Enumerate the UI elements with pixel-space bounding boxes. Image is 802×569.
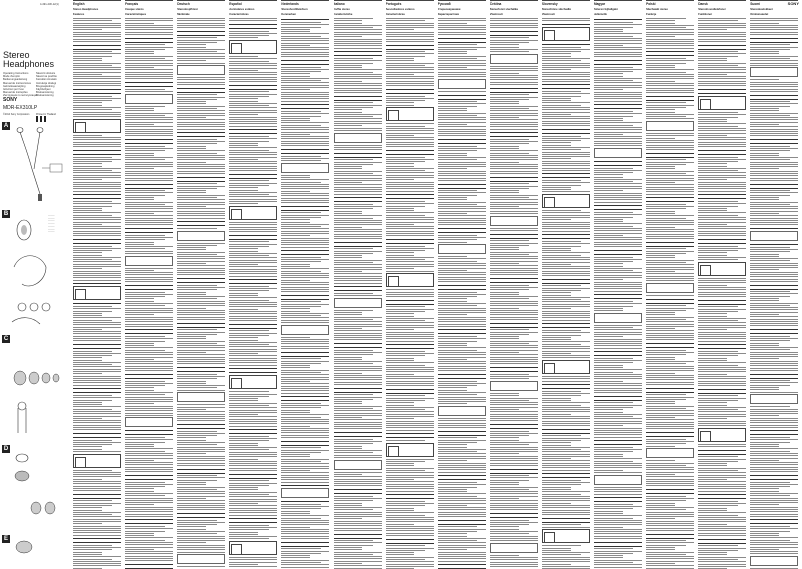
lang-subheading: Kenmerken xyxy=(281,13,297,17)
lang-title: Auscultadores estéreo xyxy=(385,8,415,11)
lang-column-5 xyxy=(334,0,382,569)
lang-column-6 xyxy=(386,0,434,569)
brand-logo-right: SONY xyxy=(787,1,799,6)
lang-heading: Français xyxy=(125,0,173,6)
body-text-lines xyxy=(177,18,225,569)
lang-heading: Suomi xyxy=(750,0,798,6)
body-text-lines xyxy=(125,18,173,569)
lang-title: Стереонаушники xyxy=(437,8,461,11)
cover-column xyxy=(0,0,71,569)
figure-e-cleaning-icon xyxy=(10,537,50,557)
lang-heading: Português xyxy=(386,0,434,6)
lang-column-8 xyxy=(490,0,538,569)
body-text-lines xyxy=(490,18,538,569)
lang-subheading: Характеристики xyxy=(437,13,460,17)
body-text-lines xyxy=(698,18,746,569)
lang-title: Stereohovedtelefoner xyxy=(698,8,726,11)
lang-heading: Español xyxy=(229,0,277,6)
lang-subheading: Características xyxy=(229,13,249,17)
body-text-lines xyxy=(229,18,277,569)
lang-title: Casque stéréo xyxy=(125,8,144,11)
lang-title: Stereofónne slúchadlá xyxy=(541,8,571,11)
lang-column-12 xyxy=(698,0,746,569)
lang-title: Sztereó fejhallgató xyxy=(594,8,618,11)
figure-b-callouts: ——— ——— ——— ——— ——— ——— ——— xyxy=(48,215,55,234)
copyright: ©2014 Sony Corporation xyxy=(3,113,30,116)
lang-subheading: Ominaisuudet xyxy=(750,13,769,17)
lang-column-9 xyxy=(542,0,590,569)
lang-column-1 xyxy=(125,0,173,569)
lang-subheading: Vlastnosti xyxy=(489,13,503,17)
lang-heading: Slovensky xyxy=(542,0,590,6)
lang-subheading: Vlastnosti xyxy=(541,13,555,17)
product-title: Stereo Headphones xyxy=(3,50,55,69)
manual-titles-right: Návod k obsluze Návod na použitie Kezelési útmutató Instrukcja obsługi Brugsvejledning Käyttöohjeet Bruksanvisning Bruksanvisning xyxy=(36,72,57,98)
lang-subheading: Caratteristiche xyxy=(333,13,353,17)
body-text-lines xyxy=(386,18,434,569)
lang-heading: English xyxy=(73,0,121,6)
lang-column-7 xyxy=(438,0,486,569)
lang-subheading: Funktioner xyxy=(698,13,713,17)
lang-subheading: Caractéristiques xyxy=(125,13,147,17)
compliance-marks-icon xyxy=(36,116,48,122)
figure-label-e: E xyxy=(3,536,8,542)
lang-title: Stereohoofdtelefoon xyxy=(281,8,308,11)
manual-titles-left: Operating Instructions Mode d'emploi Bedienungsanleitung Manual de instrucciones Gebruiksaanwijzing Istruzioni per l'uso Manual de instruções Инструкция по эксплуатации xyxy=(3,72,38,98)
lang-title: Auriculares estéreo xyxy=(229,8,255,11)
part-number: 4-491-430-12(1) xyxy=(40,3,59,6)
figure-b-ear-fitting-icon xyxy=(10,212,68,332)
lang-column-2 xyxy=(177,0,225,569)
lang-column-10 xyxy=(594,0,642,569)
lang-subheading: Features xyxy=(73,13,85,17)
model-number: MDR-EX310LP xyxy=(3,105,38,111)
printed-in: Printed in Thailand xyxy=(36,113,56,116)
lang-title: Słuchawki stereo xyxy=(646,8,669,11)
figure-label-b: B xyxy=(3,211,9,217)
lang-title: Stereofonní sluchátka xyxy=(489,8,518,11)
lang-heading: Deutsch xyxy=(177,0,225,6)
lang-column-4 xyxy=(281,0,329,569)
lang-column-13 xyxy=(750,0,798,569)
lang-heading: Dansk xyxy=(698,0,746,6)
lang-title: Stereo Headphones xyxy=(73,8,99,11)
lang-column-0 xyxy=(73,0,121,569)
lang-title: Stereokopfhörer xyxy=(177,8,199,11)
lang-subheading: Características xyxy=(385,13,405,17)
figure-c-earbud-sizes-icon xyxy=(10,338,68,438)
body-text-lines xyxy=(281,19,329,569)
figure-label-a: A xyxy=(3,123,9,129)
brand-logo: SONY xyxy=(3,97,18,103)
body-text-lines xyxy=(334,18,382,569)
figure-label-d: D xyxy=(3,446,9,452)
lang-column-11 xyxy=(646,0,694,569)
lang-subheading: Merkmale xyxy=(177,13,190,17)
lang-subheading: Funkcje xyxy=(646,13,657,17)
body-text-lines xyxy=(750,18,798,569)
lang-heading: Polski xyxy=(646,0,694,6)
body-text-lines xyxy=(73,18,121,569)
body-text-lines xyxy=(646,18,694,569)
lang-heading: Русский xyxy=(438,0,486,6)
lang-column-3 xyxy=(229,0,277,569)
body-text-lines xyxy=(438,18,486,569)
lang-title: Cuffie stereo xyxy=(333,8,350,11)
lang-heading: Italiano xyxy=(334,0,382,6)
lang-heading: Nederlands xyxy=(281,0,329,6)
figure-d-attaching-icon xyxy=(10,448,68,528)
lang-heading: Čeština xyxy=(490,0,538,6)
body-text-lines xyxy=(542,18,590,569)
lang-subheading: Jellemzők xyxy=(594,13,607,17)
figure-label-c: C xyxy=(3,336,9,342)
figure-a-headphones-icon xyxy=(10,124,70,204)
lang-heading: Magyar xyxy=(594,0,642,6)
body-text-lines xyxy=(594,19,642,569)
lang-title: Stereokuulokkeet xyxy=(750,8,773,11)
